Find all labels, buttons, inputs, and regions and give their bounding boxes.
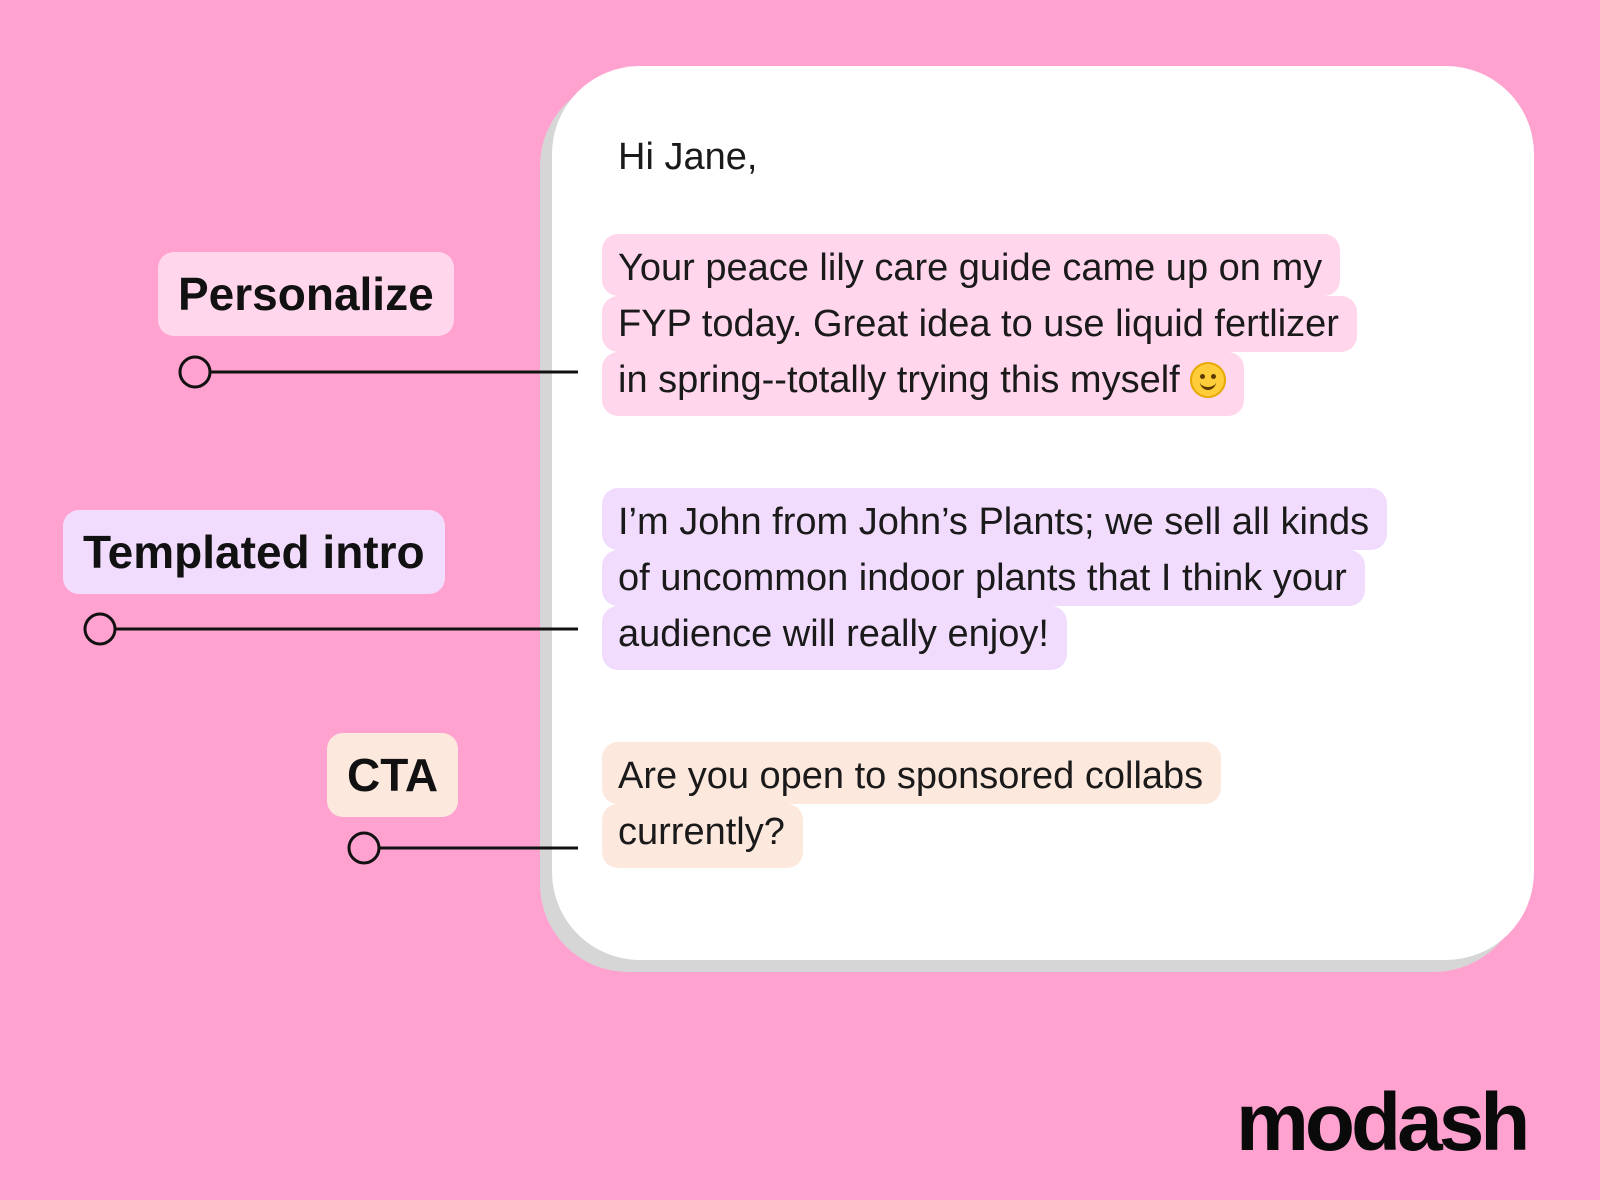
intro-line-2: of uncommon indoor plants that I think your bbox=[602, 550, 1365, 606]
greeting: Hi Jane, bbox=[618, 136, 758, 178]
cta-connector-dot bbox=[349, 833, 379, 863]
personalize-line-3-text: in spring--totally trying this myself bbox=[618, 359, 1180, 401]
personalize-line-3 bbox=[602, 352, 1244, 416]
intro-connector-dot bbox=[85, 614, 115, 644]
personalize-line-2: FYP today. Great idea to use liquid fertlizer bbox=[602, 296, 1357, 352]
personalize-message bbox=[602, 234, 1357, 416]
intro-line-3: audience will really enjoy! bbox=[602, 606, 1067, 670]
templated-intro-message bbox=[602, 488, 1387, 670]
personalize-line-1: Your peace lily care guide came up on my bbox=[602, 234, 1340, 296]
cta-label: CTA bbox=[327, 733, 458, 817]
intro-line-1: I’m John from John’s Plants; we sell all kinds bbox=[602, 488, 1387, 550]
cta-line-1: Are you open to sponsored collabs bbox=[602, 742, 1221, 804]
personalize-connector bbox=[180, 357, 578, 387]
cta-line-2: currently? bbox=[602, 804, 803, 868]
cta-message bbox=[602, 742, 1221, 868]
personalize-connector-dot bbox=[180, 357, 210, 387]
modash-logo: modash bbox=[1236, 1077, 1527, 1168]
intro-connector bbox=[85, 614, 578, 644]
personalize-label: Personalize bbox=[158, 252, 454, 336]
templated-intro-label: Templated intro bbox=[63, 510, 445, 594]
smiling-face-icon bbox=[1190, 362, 1226, 398]
